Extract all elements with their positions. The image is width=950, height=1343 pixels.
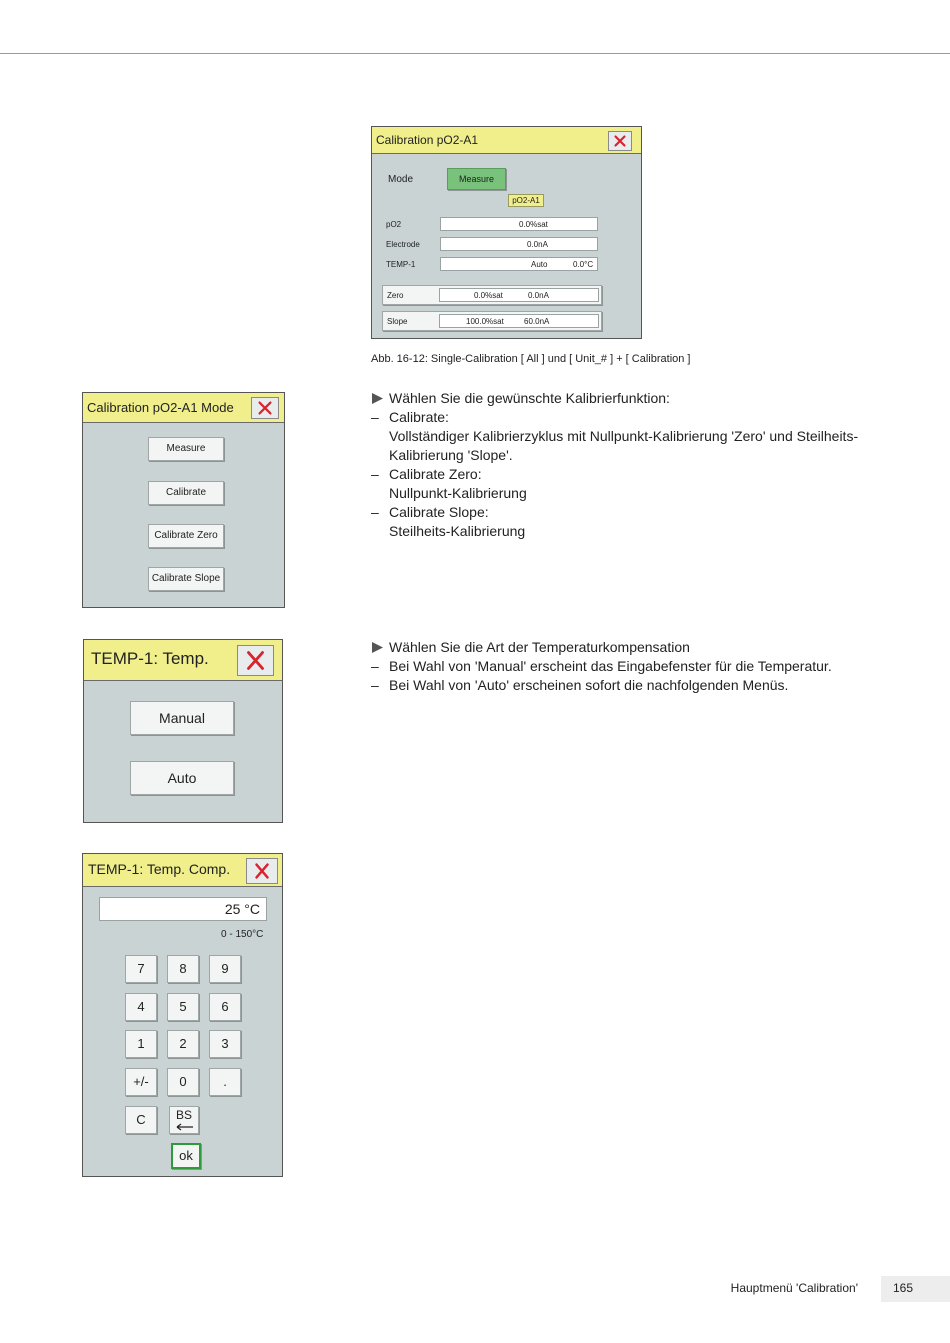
temp-mode-title: TEMP-1: Temp.	[91, 649, 209, 668]
list-item-text: Calibrate:	[389, 409, 449, 425]
slope-percent: 100.0%sat	[466, 317, 504, 326]
list-item-text: Calibrate Zero:	[389, 466, 482, 482]
key-4[interactable]: 4	[125, 993, 157, 1021]
temp-mode-window	[83, 639, 283, 823]
po2-field	[440, 217, 598, 231]
electrode-field	[440, 237, 598, 251]
po2-label: pO2	[386, 220, 402, 229]
key-8[interactable]: 8	[167, 955, 199, 983]
figure-caption: Abb. 16-12: Single-Calibration [ All ] und [ Unit_# ] + [ Calibration ]	[371, 353, 691, 365]
calibrate-zero-button[interactable]: Calibrate Zero	[148, 524, 224, 548]
page-number-box	[881, 1276, 950, 1302]
zero-row[interactable]	[382, 285, 602, 305]
key-7[interactable]: 7	[125, 955, 157, 983]
key-3[interactable]: 3	[209, 1030, 241, 1058]
key-1[interactable]: 1	[125, 1030, 157, 1058]
zero-current: 0.0nA	[528, 291, 549, 300]
close-button[interactable]	[237, 645, 274, 676]
calibration-mode-title: Calibration pO2-A1 Mode	[87, 400, 234, 415]
temp-comp-title: TEMP-1: Temp. Comp.	[88, 861, 231, 877]
key-decimal[interactable]: .	[209, 1068, 241, 1096]
key-backspace[interactable]	[169, 1106, 199, 1134]
sensor-tag: pO2-A1	[508, 194, 544, 207]
key-clear[interactable]: C	[125, 1106, 157, 1134]
list-item-continuation: Nullpunkt-Kalibrierung	[389, 485, 527, 501]
measure-button[interactable]: Measure	[148, 437, 224, 461]
temp-field	[440, 257, 598, 271]
mode-label: Mode	[388, 174, 414, 185]
key-6[interactable]: 6	[209, 993, 241, 1021]
close-icon	[247, 859, 277, 883]
header-rule	[0, 53, 950, 54]
electrode-label: Electrode	[386, 240, 420, 249]
close-button[interactable]	[608, 131, 632, 151]
list-item-text: Bei Wahl von 'Manual' erscheint das Eingabefenster für die Temperatur.	[389, 658, 832, 674]
key-plus-minus[interactable]: +/-	[125, 1068, 157, 1096]
instruction-2-lead: Wählen Sie die Art der Temperaturkompensation	[389, 639, 690, 655]
list-item-continuation: Vollständiger Kalibrierzyklus mit Nullpunkt-Kalibrierung 'Zero' und Steilheits-	[389, 428, 859, 444]
triangle-right-icon	[371, 392, 384, 405]
temperature-value: 25 °C	[224, 901, 260, 917]
manual-button[interactable]: Manual	[130, 701, 234, 735]
po2-value: 0.0%sat	[519, 220, 548, 229]
close-icon	[609, 132, 631, 150]
key-2[interactable]: 2	[167, 1030, 199, 1058]
key-5[interactable]: 5	[167, 993, 199, 1021]
close-button[interactable]	[251, 397, 279, 419]
close-icon	[238, 646, 273, 675]
calibrate-button[interactable]: Calibrate	[148, 481, 224, 505]
calibration-title-bar	[372, 127, 641, 154]
footer-section-title: Hauptmenü 'Calibration'	[730, 1281, 858, 1295]
temp-comp-window	[82, 853, 283, 1177]
slope-current: 60.0nA	[524, 317, 550, 326]
backspace-label: BS	[175, 1108, 192, 1122]
calibration-window	[371, 126, 642, 339]
calibration-window-title: Calibration pO2-A1	[376, 133, 479, 147]
slope-row[interactable]	[382, 311, 602, 331]
list-item-continuation: Steilheits-Kalibrierung	[389, 523, 526, 539]
slope-field	[439, 314, 599, 328]
temperature-range: 0 - 150°C	[221, 929, 264, 940]
zero-field	[439, 288, 599, 302]
close-icon	[252, 398, 278, 418]
list-item-text: Calibrate Slope:	[389, 504, 489, 520]
key-9[interactable]: 9	[209, 955, 241, 983]
calibration-mode-window	[82, 392, 285, 608]
mode-measure-button[interactable]: Measure	[447, 168, 506, 190]
instruction-1-lead: Wählen Sie die gewünschte Kalibrierfunktion:	[389, 390, 670, 406]
calibrate-slope-button[interactable]: Calibrate Slope	[148, 567, 224, 591]
ok-button[interactable]: ok	[171, 1143, 201, 1169]
slope-label: Slope	[387, 317, 408, 326]
list-item-continuation: Kalibrierung 'Slope'.	[389, 447, 513, 463]
arrow-left-icon	[175, 1123, 195, 1131]
page-number: 165	[893, 1281, 914, 1295]
list-item-text: Bei Wahl von 'Auto' erscheinen sofort die nachfolgenden Menüs.	[389, 677, 789, 693]
temp-label: TEMP-1	[386, 260, 416, 269]
electrode-value: 0.0nA	[527, 240, 548, 249]
triangle-right-icon	[371, 641, 384, 654]
temperature-input[interactable]	[99, 897, 267, 921]
zero-label: Zero	[387, 291, 404, 300]
close-button[interactable]	[246, 858, 278, 884]
auto-button[interactable]: Auto	[130, 761, 234, 795]
key-0[interactable]: 0	[167, 1068, 199, 1096]
zero-percent: 0.0%sat	[474, 291, 503, 300]
temp-value: 0.0°C	[573, 260, 594, 269]
temp-mode-value: Auto	[531, 260, 548, 269]
